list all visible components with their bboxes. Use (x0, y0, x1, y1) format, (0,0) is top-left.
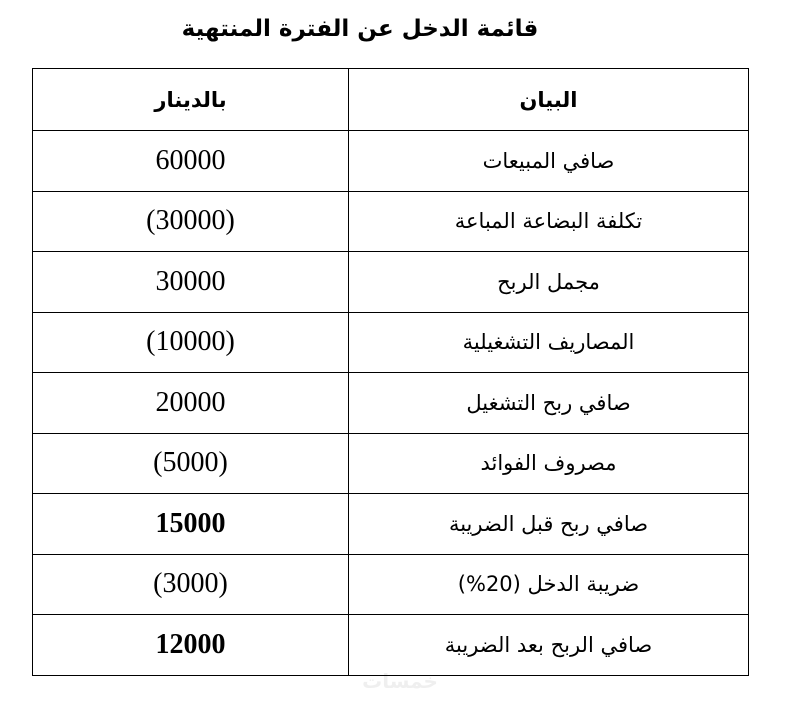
row-description: صافي ربح قبل الضريبة (349, 494, 749, 555)
table-row (33, 494, 749, 555)
table-row (33, 615, 749, 676)
income-statement-table (32, 68, 749, 676)
row-amount: 20000 (33, 373, 349, 434)
table-row (33, 554, 749, 615)
table-row (33, 252, 749, 313)
table-row (33, 312, 749, 373)
row-description: المصاريف التشغيلية (349, 312, 749, 373)
statement-title: قائمة الدخل عن الفترة المنتهية (181, 16, 539, 42)
table-row (33, 131, 749, 192)
row-amount: 30000 (33, 252, 349, 313)
table-row (33, 373, 749, 434)
row-amount: 60000 (33, 131, 349, 192)
row-description: صافي الربح بعد الضريبة (349, 615, 749, 676)
row-description: صافي المبيعات (349, 131, 749, 192)
table-row (33, 191, 749, 252)
table-row (33, 433, 749, 494)
row-description: تكلفة البضاعة المباعة (349, 191, 749, 252)
row-description: مجمل الربح (349, 252, 749, 313)
header-amount: بالدينار (33, 69, 349, 131)
row-description: صافي ربح التشغيل (349, 373, 749, 434)
row-amount: 15000 (33, 494, 349, 555)
header-description: البيان (349, 69, 749, 131)
row-amount: 12000 (33, 615, 349, 676)
watermark-logo: خمسات (362, 669, 438, 693)
row-description: مصروف الفوائد (349, 433, 749, 494)
table-header-row (33, 69, 749, 131)
row-amount: (5000) (33, 433, 349, 494)
row-amount: (3000) (33, 554, 349, 615)
row-description: ضريبة الدخل (20%) (349, 554, 749, 615)
row-amount: (30000) (33, 191, 349, 252)
row-amount: (10000) (33, 312, 349, 373)
